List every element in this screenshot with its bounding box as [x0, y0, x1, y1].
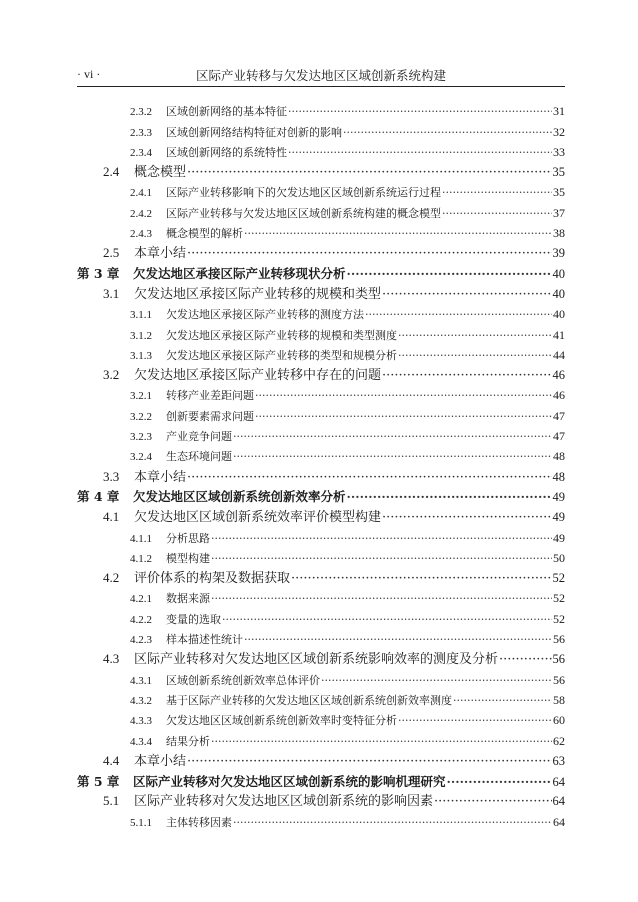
- toc-section-entry[interactable]: [0, 240, 638, 260]
- toc-entry-title: 基于区际产业转移的欠发达地区区域创新系统创新效率测度: [166, 693, 452, 707]
- toc-dot-leader: [398, 330, 552, 341]
- toc-entry-page: 49: [553, 530, 565, 545]
- toc-entry-number: 4.3: [103, 651, 120, 667]
- toc-dot-leader: [434, 795, 551, 808]
- toc-dot-leader: [244, 634, 552, 645]
- toc-section-entry[interactable]: [0, 281, 638, 301]
- toc-subsection-entry[interactable]: [0, 545, 638, 565]
- toc-dot-leader: [398, 350, 552, 361]
- toc-entry-number: 2.3.3: [130, 126, 152, 139]
- toc-entry-title: 欠发达地区承接区际产业转移的规模和类型测度: [166, 328, 397, 342]
- toc-dot-leader: [211, 553, 552, 564]
- toc-entry-number: 2.4.2: [130, 207, 152, 220]
- toc-entry-number: 2.3.2: [130, 106, 152, 119]
- toc-subsection-entry[interactable]: [0, 382, 638, 402]
- toc-entry-number: 3.2: [103, 367, 120, 383]
- toc-entry-page: 56: [552, 652, 565, 667]
- toc-dot-leader: [382, 369, 551, 382]
- toc-chapter-entry[interactable]: [0, 768, 638, 788]
- toc-entry-number: 第 4 章: [77, 489, 120, 505]
- toc-entry-number: 3.2.1: [130, 390, 152, 403]
- toc-entry-page: 33: [553, 144, 565, 159]
- toc-entry-number: 第 5 章: [77, 773, 120, 789]
- toc-entry-page: 46: [552, 368, 565, 383]
- toc-dot-leader: [382, 288, 551, 301]
- toc-subsection-entry[interactable]: [0, 402, 638, 422]
- toc-entry-number: 2.4: [103, 164, 120, 180]
- toc-entry-title: 变量的选取: [166, 612, 221, 626]
- toc-section-entry[interactable]: [0, 504, 638, 524]
- toc-entry-page: 60: [553, 713, 565, 728]
- page-number: · vi ·: [77, 67, 101, 81]
- toc-subsection-entry[interactable]: [0, 139, 638, 159]
- toc-entry-number: 第 3 章: [77, 266, 120, 282]
- toc-entry-page: 48: [552, 469, 565, 484]
- toc-dot-leader: [398, 715, 552, 726]
- toc-entry-page: 52: [553, 591, 565, 606]
- toc-dot-leader: [244, 228, 552, 239]
- toc-entry-title: 评价体系的构架及数据获取: [134, 571, 291, 587]
- toc-section-entry[interactable]: [0, 646, 638, 666]
- toc-entry-number: 5.1.1: [130, 816, 152, 829]
- toc-entry-page: 52: [552, 571, 565, 586]
- toc-entry-page: 40: [552, 267, 565, 282]
- toc-subsection-entry[interactable]: [0, 524, 638, 544]
- toc-entry-page: 56: [553, 672, 565, 687]
- toc-entry-number: 3.1.3: [130, 349, 152, 362]
- toc-entry-number: 4.3.1: [130, 674, 152, 687]
- toc-entry-page: 64: [553, 814, 565, 829]
- toc-dot-leader: [187, 755, 551, 768]
- toc-entry-title: 区际产业转移影响下的欠发达地区区域创新系统运行过程: [166, 186, 441, 200]
- toc-entry-title: 欠发达地区区域创新系统创新效率时变特征分析: [166, 714, 397, 728]
- toc-entry-page: 49: [552, 490, 565, 505]
- toc-entry-title: 欠发达地区承接区际产业转移的测度方法: [166, 308, 364, 322]
- toc-entry-number: 4.1.1: [130, 532, 152, 545]
- toc-section-entry[interactable]: [0, 463, 638, 483]
- toc-entry-title: 概念模型: [134, 165, 187, 181]
- toc-entry-title: 样本描述性统计: [166, 633, 243, 647]
- toc-entry-title: 概念模型的解析: [166, 227, 243, 241]
- toc-entry-number: 3.1: [103, 285, 120, 301]
- toc-section-entry[interactable]: [0, 159, 638, 179]
- toc-entry-page: 47: [553, 429, 565, 444]
- toc-entry-title: 产业竞争问题: [166, 430, 232, 444]
- toc-entry-page: 64: [552, 794, 565, 809]
- toc-subsection-entry[interactable]: [0, 179, 638, 199]
- toc-entry-title: 本章小结: [134, 753, 187, 769]
- table-of-contents: [0, 98, 638, 829]
- toc-dot-leader: [365, 309, 552, 320]
- toc-entry-title: 主体转移因素: [166, 815, 232, 829]
- toc-entry-page: 47: [553, 408, 565, 423]
- toc-entry-page: 63: [552, 753, 565, 768]
- toc-chapter-entry[interactable]: [0, 484, 638, 504]
- toc-entry-title: 欠发达地区承接区际产业转移现状分析: [133, 266, 346, 282]
- toc-entry-page: 58: [553, 692, 565, 707]
- toc-entry-number: 4.3.2: [130, 694, 152, 707]
- toc-entry-number: 2.4.1: [130, 187, 152, 200]
- toc-dot-leader: [447, 776, 552, 789]
- toc-dot-leader: [442, 208, 552, 219]
- toc-entry-title: 转移产业差距问题: [166, 389, 254, 403]
- toc-subsection-entry[interactable]: [0, 118, 638, 138]
- toc-entry-number: 5.1: [103, 793, 120, 809]
- toc-entry-number: 4.1.2: [130, 552, 152, 565]
- toc-subsection-entry[interactable]: [0, 626, 638, 646]
- toc-entry-number: 4.2: [103, 570, 120, 586]
- toc-subsection-entry[interactable]: [0, 98, 638, 118]
- toc-subsection-entry[interactable]: [0, 423, 638, 443]
- toc-entry-page: 62: [553, 733, 565, 748]
- toc-subsection-entry[interactable]: [0, 727, 638, 747]
- toc-entry-page: 48: [553, 449, 565, 464]
- toc-dot-leader: [343, 127, 552, 138]
- toc-subsection-entry[interactable]: [0, 321, 638, 341]
- toc-entry-title: 区域创新网络的基本特征: [166, 105, 287, 119]
- toc-entry-page: 49: [552, 510, 565, 525]
- toc-subsection-entry[interactable]: [0, 220, 638, 240]
- toc-dot-leader: [288, 106, 552, 117]
- toc-entry-page: 56: [553, 632, 565, 647]
- toc-entry-page: 39: [552, 246, 565, 261]
- toc-entry-page: 37: [553, 205, 565, 220]
- toc-subsection-entry[interactable]: [0, 342, 638, 362]
- toc-subsection-entry[interactable]: [0, 808, 638, 828]
- toc-entry-title: 欠发达地区承接区际产业转移中存在的问题: [134, 368, 382, 384]
- toc-entry-number: 3.1.1: [130, 309, 152, 322]
- toc-dot-leader: [222, 614, 552, 625]
- toc-entry-title: 数据来源: [166, 592, 210, 606]
- toc-entry-number: 2.4.3: [130, 228, 152, 241]
- toc-dot-leader: [453, 695, 552, 706]
- toc-entry-title: 欠发达地区区域创新系统创新效率分析: [133, 489, 346, 505]
- toc-subsection-entry[interactable]: [0, 605, 638, 625]
- toc-entry-title: 欠发达地区承接区际产业转移的类型和规模分析: [166, 348, 397, 362]
- toc-entry-number: 4.1: [103, 509, 120, 525]
- toc-entry-number: 3.2.2: [130, 410, 152, 423]
- toc-subsection-entry[interactable]: [0, 707, 638, 727]
- toc-entry-number: 4.2.1: [130, 593, 152, 606]
- toc-entry-title: 创新要素需求问题: [166, 409, 254, 423]
- toc-entry-title: 分析思路: [166, 531, 210, 545]
- toc-entry-title: 欠发达地区区域创新系统效率评价模型构建: [134, 510, 382, 526]
- toc-entry-page: 44: [553, 347, 565, 362]
- toc-entry-page: 38: [553, 226, 565, 241]
- toc-entry-number: 3.2.4: [130, 451, 152, 464]
- toc-entry-number: 4.3.4: [130, 735, 152, 748]
- toc-entry-page: 50: [553, 550, 565, 565]
- toc-entry-page: 35: [553, 185, 565, 200]
- toc-entry-number: 4.2.3: [130, 634, 152, 647]
- toc-entry-number: 4.3.3: [130, 715, 152, 728]
- book-title: 区际产业转移与欠发达地区区域创新系统构建: [195, 68, 446, 83]
- toc-entry-title: 区际产业转移对欠发达地区区域创新系统的影响因素: [134, 794, 434, 810]
- toc-entry-page: 31: [553, 104, 565, 119]
- toc-entry-title: 本章小结: [134, 246, 187, 262]
- toc-dot-leader: [499, 653, 551, 666]
- toc-entry-title: 区域创新网络的系统特性: [166, 145, 287, 159]
- running-header: [77, 64, 565, 87]
- toc-subsection-entry[interactable]: [0, 443, 638, 463]
- toc-dot-leader: [233, 431, 552, 442]
- toc-entry-title: 区际产业转移与欠发达地区区域创新系统构建的概念模型: [166, 206, 441, 220]
- toc-entry-page: 35: [552, 165, 565, 180]
- toc-dot-leader: [442, 187, 552, 198]
- toc-dot-leader: [187, 471, 551, 484]
- toc-entry-number: 2.3.4: [130, 146, 152, 159]
- toc-entry-number: 3.2.3: [130, 431, 152, 444]
- toc-entry-page: 64: [552, 774, 565, 789]
- toc-entry-page: 32: [553, 124, 565, 139]
- toc-entry-title: 区域创新网络结构特征对创新的影响: [166, 125, 342, 139]
- toc-chapter-entry[interactable]: [0, 260, 638, 280]
- toc-dot-leader: [211, 736, 552, 747]
- toc-dot-leader: [233, 451, 552, 462]
- toc-entry-title: 生态环境问题: [166, 450, 232, 464]
- toc-entry-page: 40: [552, 286, 565, 301]
- toc-dot-leader: [233, 817, 552, 828]
- toc-entry-title: 区际产业转移对欠发达地区区域创新系统的影响机理研究: [133, 773, 446, 789]
- toc-dot-leader: [211, 533, 552, 544]
- toc-subsection-entry[interactable]: [0, 199, 638, 219]
- toc-subsection-entry[interactable]: [0, 585, 638, 605]
- toc-dot-leader: [255, 411, 552, 422]
- toc-section-entry[interactable]: [0, 362, 638, 382]
- toc-entry-title: 区际产业转移对欠发达地区区域创新系统影响效率的测度及分析: [134, 652, 499, 668]
- toc-dot-leader: [255, 390, 552, 401]
- toc-entry-page: 40: [553, 307, 565, 322]
- toc-entry-page: 52: [553, 611, 565, 626]
- toc-dot-leader: [291, 572, 551, 585]
- toc-entry-title: 结果分析: [166, 734, 210, 748]
- toc-dot-leader: [321, 675, 552, 686]
- toc-entry-title: 欠发达地区承接区际产业转移的规模和类型: [134, 286, 382, 302]
- toc-section-entry[interactable]: [0, 565, 638, 585]
- toc-subsection-entry[interactable]: [0, 301, 638, 321]
- toc-dot-leader: [347, 268, 552, 281]
- toc-entry-title: 本章小结: [134, 469, 187, 485]
- toc-dot-leader: [211, 593, 552, 604]
- toc-subsection-entry[interactable]: [0, 666, 638, 686]
- toc-dot-leader: [347, 491, 552, 504]
- toc-entry-number: 3.1.2: [130, 329, 152, 342]
- toc-dot-leader: [288, 147, 552, 158]
- toc-entry-title: 区域创新系统创新效率总体评价: [166, 673, 320, 687]
- toc-section-entry[interactable]: [0, 748, 638, 768]
- toc-entry-page: 46: [553, 388, 565, 403]
- toc-entry-number: 2.5: [103, 245, 120, 261]
- toc-dot-leader: [187, 166, 551, 179]
- toc-subsection-entry[interactable]: [0, 687, 638, 707]
- toc-entry-number: 4.4: [103, 752, 120, 768]
- toc-dot-leader: [382, 511, 551, 524]
- toc-entry-number: 3.3: [103, 468, 120, 484]
- toc-section-entry[interactable]: [0, 788, 638, 808]
- toc-dot-leader: [187, 247, 551, 260]
- toc-entry-page: 41: [553, 327, 565, 342]
- toc-entry-number: 4.2.2: [130, 613, 152, 626]
- toc-entry-title: 模型构建: [166, 551, 210, 565]
